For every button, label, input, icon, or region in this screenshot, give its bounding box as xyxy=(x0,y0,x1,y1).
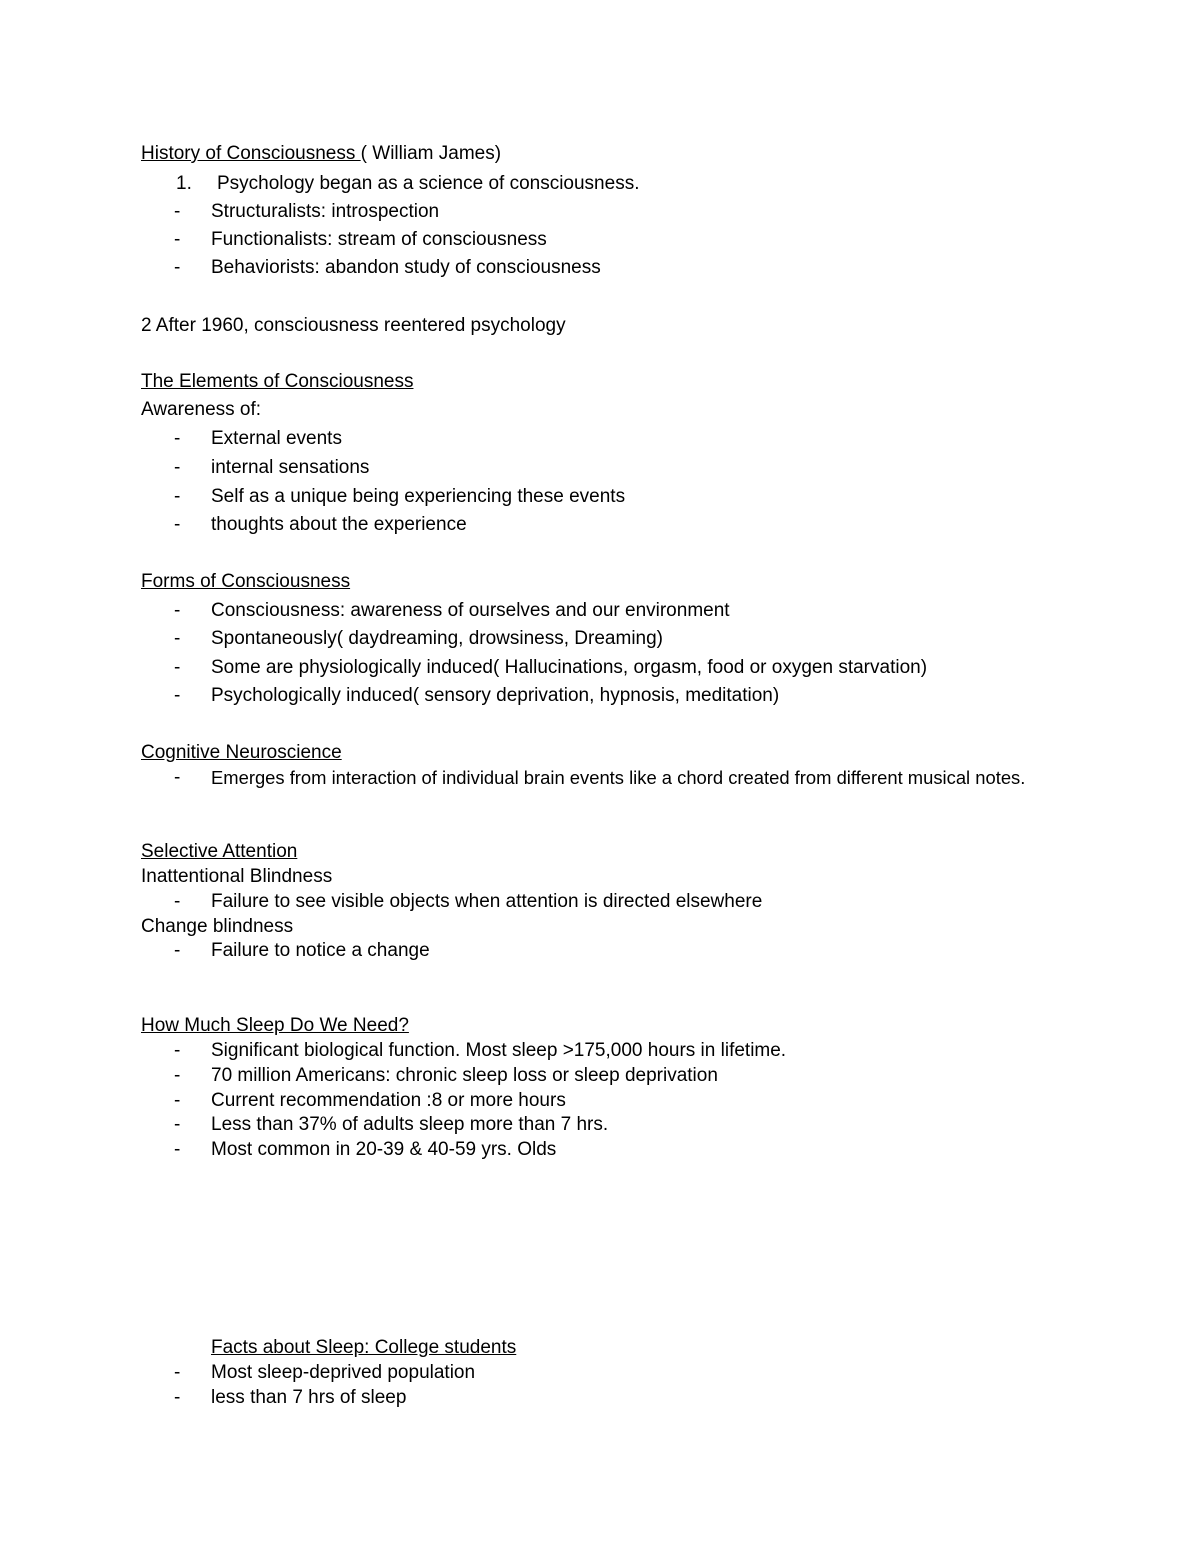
bullet-text: Consciousness: awareness of ourselves and our environment xyxy=(211,600,730,621)
bullet-marker: - xyxy=(174,201,181,222)
bullet-text: internal sensations xyxy=(211,457,370,478)
bullet-item xyxy=(0,229,1200,251)
bullet-item xyxy=(0,767,1200,789)
bullet-marker: - xyxy=(174,257,181,278)
bullet-item xyxy=(0,1362,1200,1384)
elements-heading: The Elements of Consciousness xyxy=(141,371,414,392)
bullet-item xyxy=(0,1387,1200,1409)
bullet-item xyxy=(0,1040,1200,1062)
bullet-marker: - xyxy=(174,657,181,678)
bullet-marker: - xyxy=(174,767,181,788)
bullet-text: Current recommendation :8 or more hours xyxy=(211,1090,566,1111)
bullet-marker: - xyxy=(174,600,181,621)
bullet-marker: - xyxy=(174,1065,181,1086)
bullet-text: Emerges from interaction of individual brain events like a chord created from different musical notes. xyxy=(211,767,1026,788)
bullet-item xyxy=(0,428,1200,450)
bullet-text: Less than 37% of adults sleep more than 7 hrs. xyxy=(211,1114,609,1135)
bullet-marker: - xyxy=(174,628,181,649)
bullet-item xyxy=(0,1065,1200,1087)
list-item-text: Psychology began as a science of consciousness. xyxy=(217,173,640,194)
bullet-marker: - xyxy=(174,940,181,961)
sleep-heading: How Much Sleep Do We Need? xyxy=(141,1015,409,1036)
history-title: History of Consciousness xyxy=(141,143,361,164)
list-item xyxy=(0,173,1200,195)
bullet-item xyxy=(0,457,1200,479)
facts-heading: Facts about Sleep: College students xyxy=(211,1337,517,1358)
bullet-text: Some are physiologically induced( Hallucinations, orgasm, food or oxygen starvation) xyxy=(211,657,928,678)
bullet-item xyxy=(0,1114,1200,1136)
bullet-text: Self as a unique being experiencing these events xyxy=(211,486,626,507)
bullet-text: Most sleep-deprived population xyxy=(211,1362,476,1383)
bullet-text: Spontaneously( daydreaming, drowsiness, Dreaming) xyxy=(211,628,664,649)
bullet-item xyxy=(0,657,1200,679)
bullet-marker: - xyxy=(174,1090,181,1111)
bullet-text: Most common in 20-39 & 40-59 yrs. Olds xyxy=(211,1139,557,1160)
bullet-text: Behaviorists: abandon study of consciousness xyxy=(211,257,601,278)
bullet-item xyxy=(0,891,1200,913)
bullet-marker: - xyxy=(174,1139,181,1160)
bullet-item xyxy=(0,514,1200,536)
bullet-text: Failure to notice a change xyxy=(211,940,430,961)
bullet-item xyxy=(0,257,1200,279)
forms-heading: Forms of Consciousness xyxy=(141,571,351,592)
bullet-marker: - xyxy=(174,685,181,706)
list-number: 1. xyxy=(176,173,192,194)
bullet-text: Structuralists: introspection xyxy=(211,201,440,222)
bullet-text: Failure to see visible objects when attention is directed elsewhere xyxy=(211,891,763,912)
bullet-marker: - xyxy=(174,1114,181,1135)
selective-heading: Selective Attention xyxy=(141,841,298,862)
bullet-item xyxy=(0,486,1200,508)
elements-intro: Awareness of: xyxy=(141,399,262,420)
inattentional-blindness-label: Inattentional Blindness xyxy=(141,866,333,887)
bullet-marker: - xyxy=(174,457,181,478)
bullet-marker: - xyxy=(174,486,181,507)
bullet-marker: - xyxy=(174,1362,181,1383)
bullet-marker: - xyxy=(174,891,181,912)
change-blindness-label: Change blindness xyxy=(141,916,294,937)
bullet-marker: - xyxy=(174,1040,181,1061)
bullet-marker: - xyxy=(174,1387,181,1408)
bullet-text: Significant biological function. Most sleep >175,000 hours in lifetime. xyxy=(211,1040,787,1061)
bullet-item xyxy=(0,1090,1200,1112)
bullet-item xyxy=(0,685,1200,707)
bullet-item xyxy=(0,940,1200,962)
bullet-text: thoughts about the experience xyxy=(211,514,467,535)
history-heading xyxy=(141,143,501,165)
history-title-suffix: ( William James) xyxy=(360,143,502,164)
bullet-item xyxy=(0,628,1200,650)
bullet-text: less than 7 hrs of sleep xyxy=(211,1387,407,1408)
bullet-item xyxy=(0,201,1200,223)
bullet-text: 70 million Americans: chronic sleep loss or sleep deprivation xyxy=(211,1065,718,1086)
bullet-text: External events xyxy=(211,428,342,449)
bullet-text: Psychologically induced( sensory deprivation, hypnosis, meditation) xyxy=(211,685,780,706)
bullet-marker: - xyxy=(174,428,181,449)
paragraph: 2 After 1960, consciousness reentered psychology xyxy=(141,315,566,336)
bullet-marker: - xyxy=(174,229,181,250)
bullet-item xyxy=(0,600,1200,622)
bullet-marker: - xyxy=(174,514,181,535)
cognitive-heading: Cognitive Neuroscience xyxy=(141,742,342,763)
bullet-text: Functionalists: stream of consciousness xyxy=(211,229,547,250)
bullet-item xyxy=(0,1139,1200,1161)
